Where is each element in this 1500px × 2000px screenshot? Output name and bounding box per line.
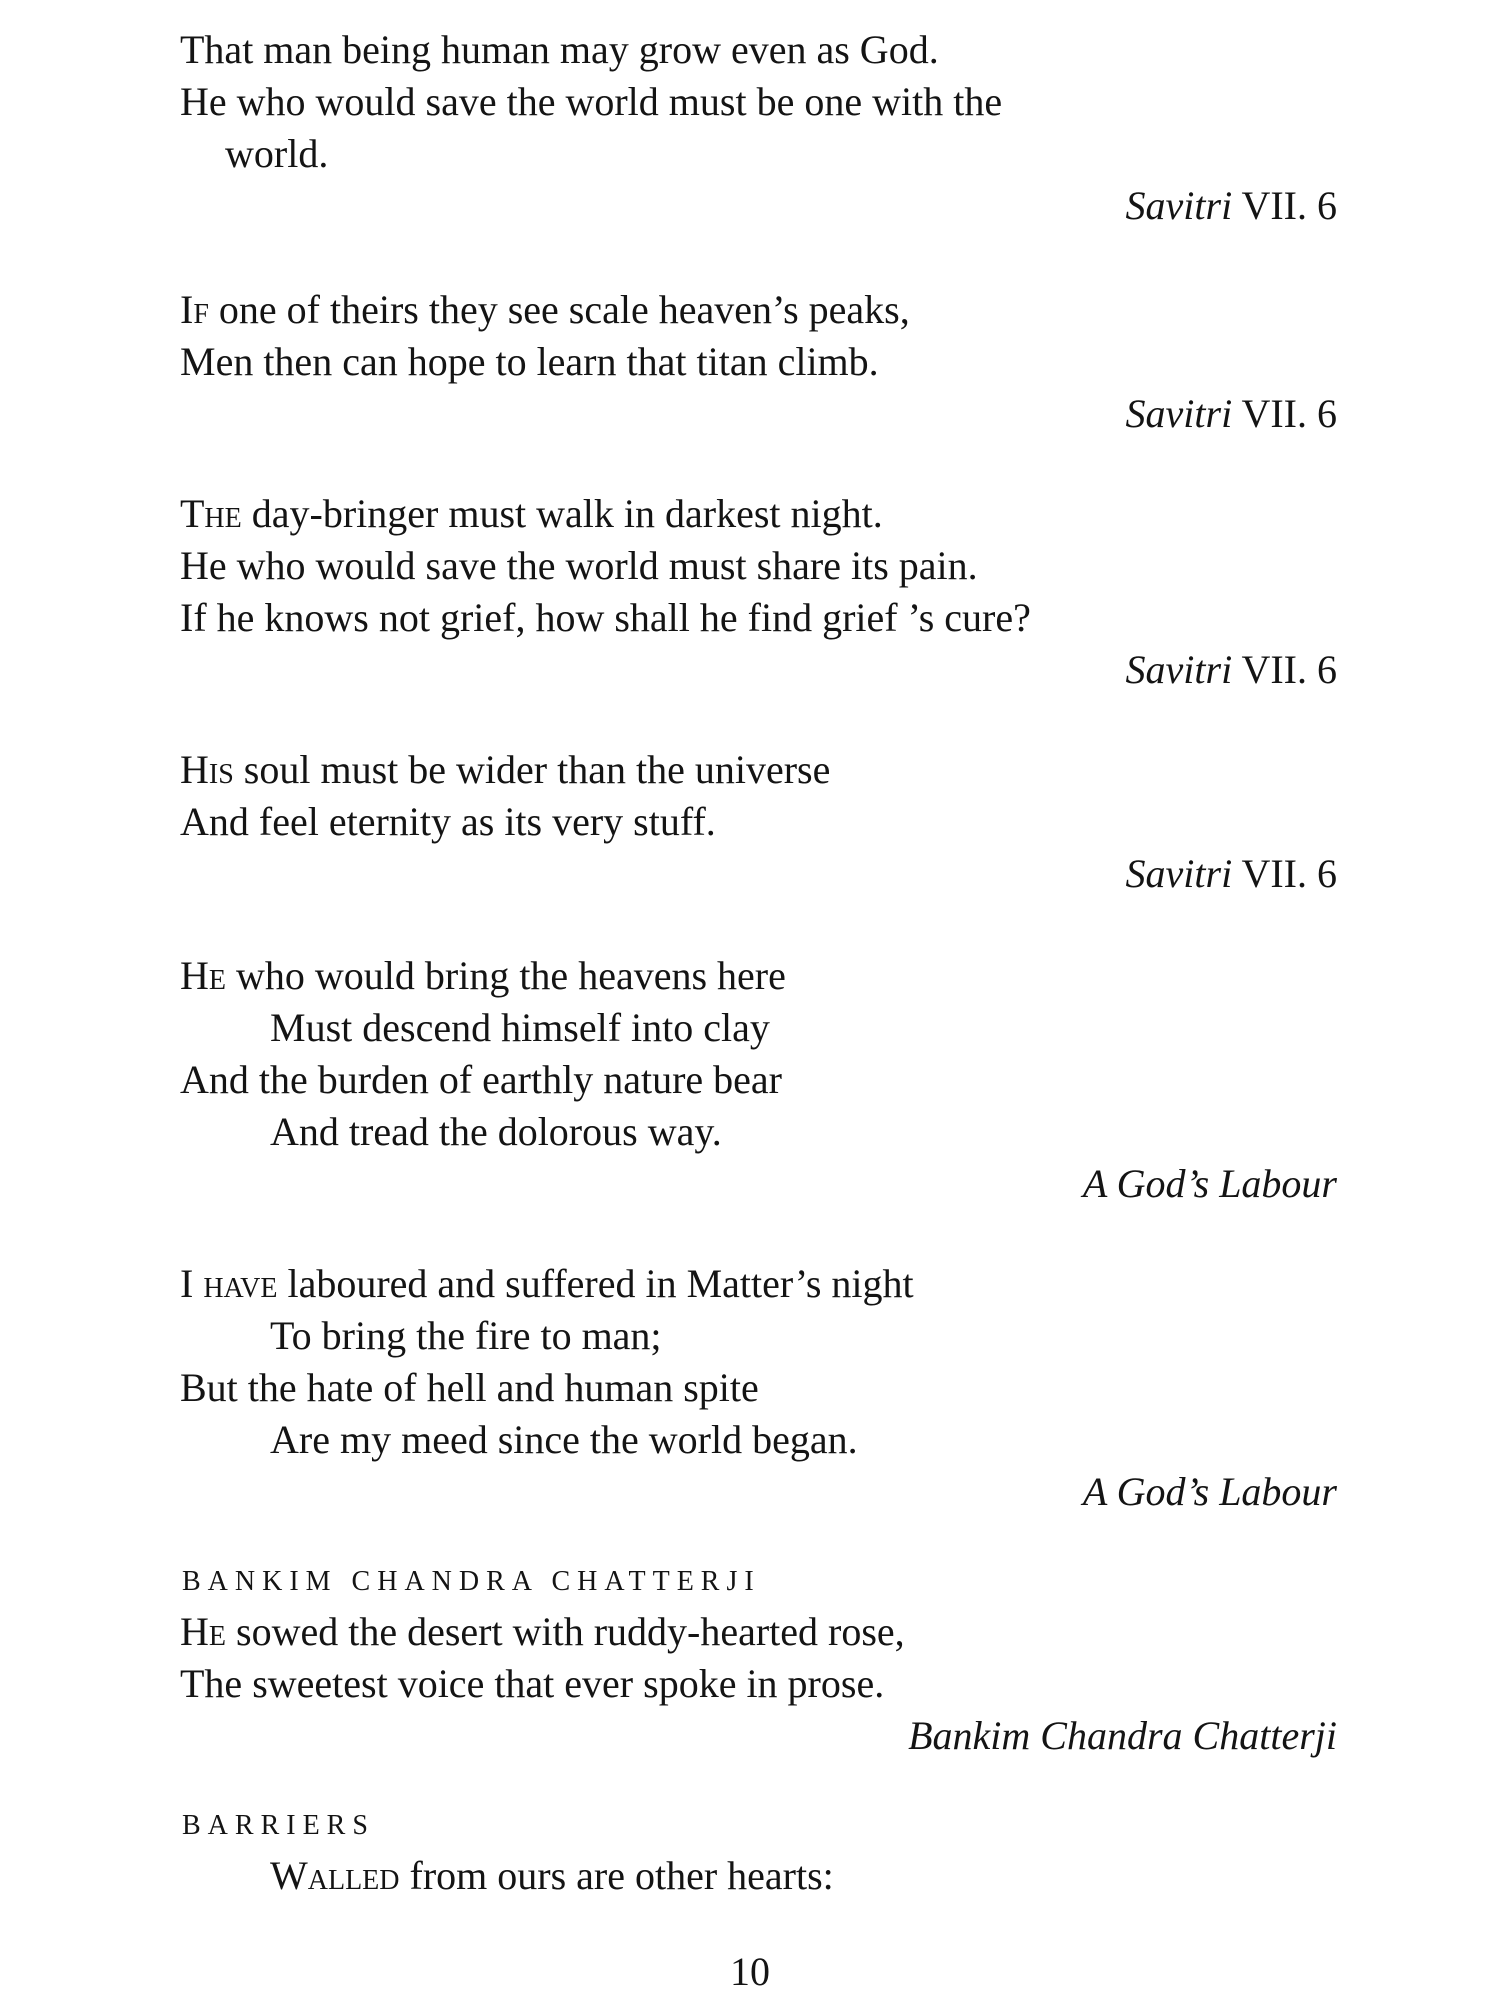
verse-text: day-bringer must walk in darkest night. [251,491,883,536]
verse-text: laboured and suffered in Matter’s night [287,1261,914,1306]
source-citation [1125,647,1337,692]
section-heading: BANKIM CHANDRA CHATTERJI [182,1566,761,1597]
verse-line: But the hate of hell and human spite [180,1365,759,1410]
first-word: If [180,287,209,332]
verse-line [180,287,910,332]
source-title: Savitri [1125,851,1233,896]
source-citation [1125,391,1337,436]
verse-line: And the burden of earthly nature bear [180,1057,782,1102]
verse-line: The sweetest voice that ever spoke in prose. [180,1661,885,1706]
verse-line [180,953,786,998]
verse-line: And feel eternity as its very stuff. [180,799,716,844]
source-ref: VII. 6 [1241,647,1337,692]
verse-line: He who would save the world must share its pain. [180,543,978,588]
source-ref: VII. 6 [1241,391,1337,436]
first-word: Walled [270,1853,400,1898]
verse-text: one of theirs they see scale heaven’s peaks, [218,287,910,332]
first-word: The [180,491,242,536]
verse-line [270,1853,834,1898]
verse-line: world. [225,131,329,176]
source-citation [1082,1469,1337,1514]
source-title: A God’s Labour [1082,1161,1337,1206]
verse-text: from ours are other hearts: [409,1853,834,1898]
source-ref: VII. 6 [1241,851,1337,896]
verse-line [180,491,883,536]
source-title: Savitri [1125,391,1233,436]
verse-line [180,747,831,792]
verse-line [180,1609,905,1654]
verse-text: sowed the desert with ruddy-hearted rose, [236,1609,905,1654]
verse-line: To bring the fire to man; [270,1313,662,1358]
source-title: Savitri [1125,647,1233,692]
source-citation [1125,183,1337,228]
source-citation [908,1713,1337,1758]
verse-line: He who would save the world must be one with the [180,79,1003,124]
verse-line: Are my meed since the world began. [270,1417,858,1462]
verse-text: soul must be wider than the universe [243,747,831,792]
first-word: He [180,953,226,998]
first-word: I have [180,1261,278,1306]
first-word: He [180,1609,226,1654]
source-ref: VII. 6 [1241,183,1337,228]
source-title: A God’s Labour [1082,1469,1337,1514]
source-citation [1082,1161,1337,1206]
source-title: Savitri [1125,183,1233,228]
verse-line [180,1261,914,1306]
verse-text: who would bring the heavens here [236,953,786,998]
first-word: His [180,747,234,792]
verse-line: Must descend himself into clay [270,1005,770,1050]
verse-line: That man being human may grow even as God. [180,27,939,72]
page-number: 10 [730,1949,770,1994]
verse-line: If he knows not grief, how shall he find grief ’s cure? [180,595,1031,640]
source-citation [1125,851,1337,896]
section-heading: BARRIERS [182,1810,375,1841]
verse-line: Men then can hope to learn that titan climb. [180,339,879,384]
source-title: Bankim Chandra Chatterji [908,1713,1337,1758]
verse-line: And tread the dolorous way. [270,1109,722,1154]
